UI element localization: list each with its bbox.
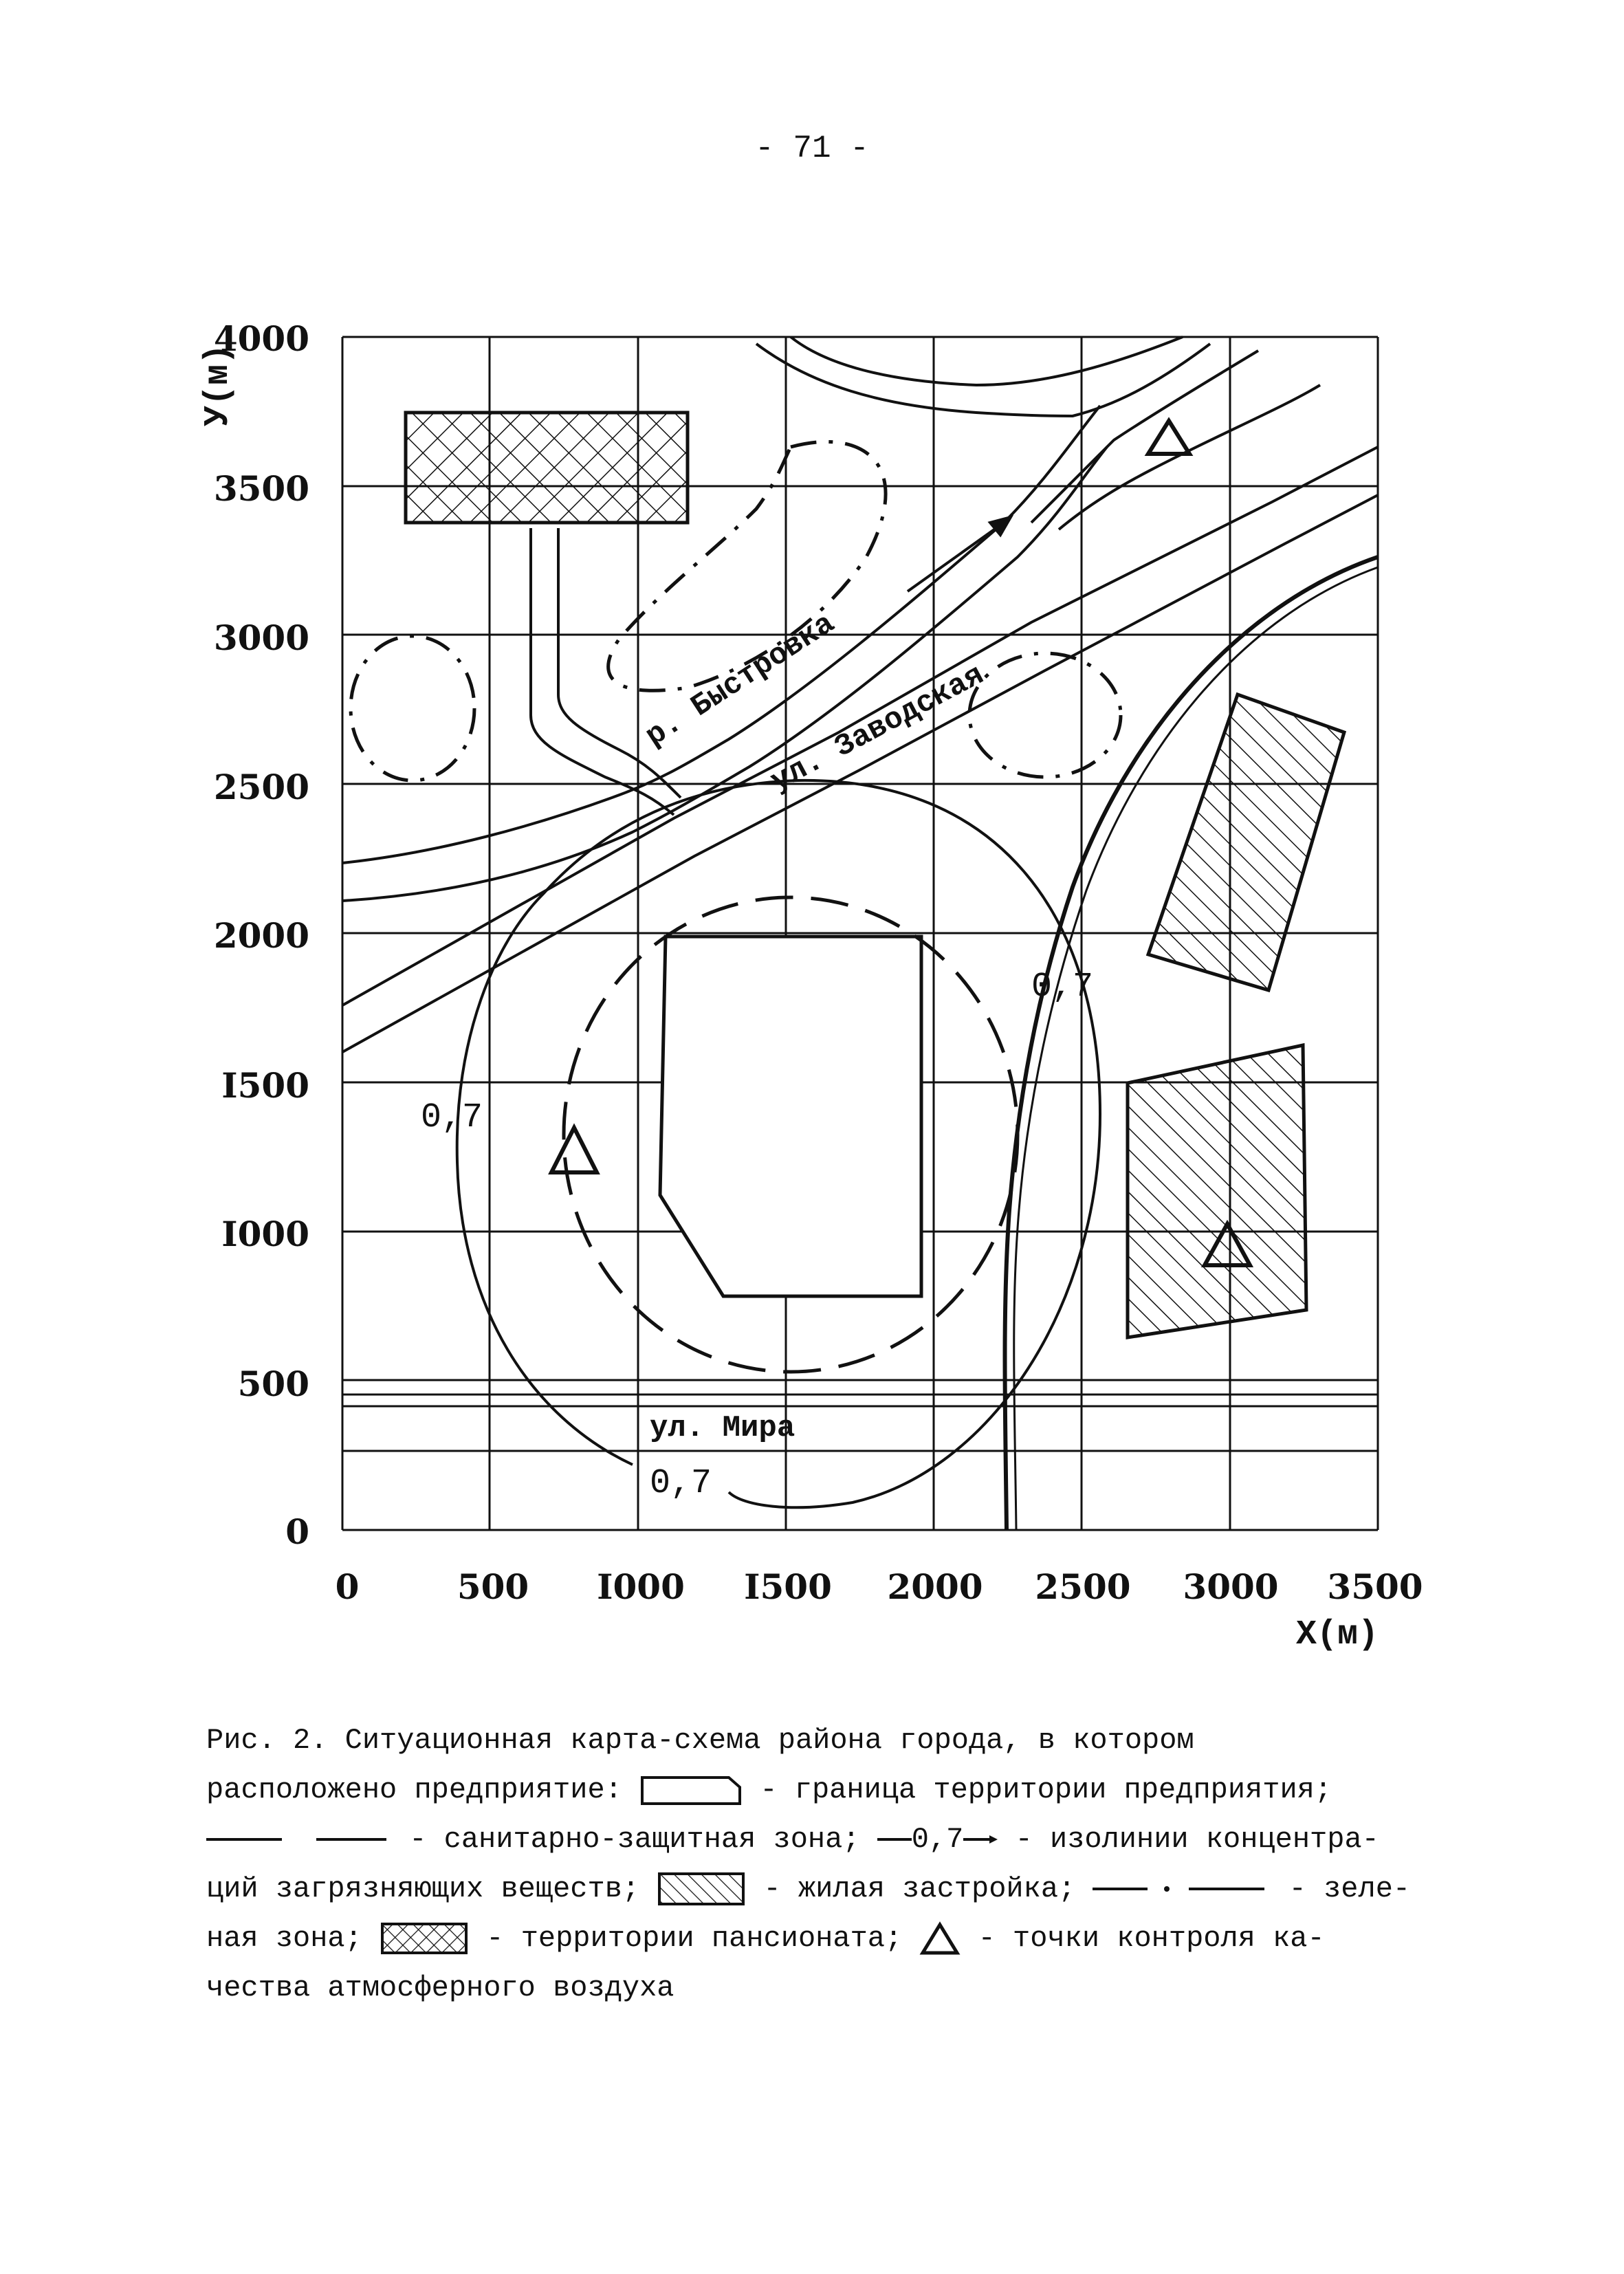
x-tick: 2500	[1035, 1566, 1131, 1607]
y-axis-ticks	[214, 318, 309, 1552]
enterprise-boundary	[660, 937, 921, 1296]
y-tick: 2000	[213, 915, 309, 956]
river-flow-arrow-icon	[908, 517, 1011, 591]
y-tick: 2500	[213, 767, 309, 807]
y-tick: I500	[221, 1065, 309, 1106]
railway-line	[1005, 557, 1379, 1530]
caption-line: чества атмосферного воздуха	[206, 1971, 674, 2004]
y-tick: I000	[221, 1214, 309, 1254]
residential-legend-icon	[657, 1871, 746, 1907]
page-number: - 71 -	[755, 131, 869, 166]
caption-text: - жилая застройка;	[763, 1872, 1076, 1905]
caption-line	[206, 1864, 1485, 1914]
caption-text: ций загрязняющих веществ;	[206, 1872, 640, 1905]
x-tick: 0	[335, 1566, 360, 1607]
x-tick: I500	[744, 1566, 832, 1607]
isoline-label: 0,7	[650, 1464, 712, 1503]
isoline-label: 0,7	[421, 1098, 483, 1137]
pansionat-territory	[406, 413, 688, 523]
caption-text: - изолинии концентра-	[1015, 1823, 1379, 1856]
isoline-label: 0,7	[1031, 967, 1094, 1007]
y-tick: 3500	[213, 468, 309, 509]
caption-text: ная зона;	[206, 1922, 362, 1955]
caption-text: расположено предприятие:	[206, 1773, 622, 1806]
enterprise-boundary-legend-icon	[639, 1773, 743, 1806]
isoline-legend-line-icon	[877, 1833, 912, 1846]
y-axis-title: У(м)	[199, 343, 238, 427]
x-tick: 2000	[887, 1566, 983, 1607]
control-point-legend-icon	[919, 1921, 961, 1956]
street-zavodskaya-label: ул. Заводская	[765, 658, 990, 800]
x-axis-ticks	[336, 1566, 1423, 1607]
y-tick: 4000	[213, 318, 309, 359]
y-tick: 3000	[213, 617, 309, 658]
caption-text: - точки контроля ка-	[978, 1922, 1325, 1955]
river-label: р. Быстровка	[639, 606, 842, 754]
y-tick: 0	[285, 1511, 309, 1552]
isoline-legend-arrow-icon	[963, 1833, 998, 1846]
street-mira-road	[342, 1395, 1378, 1451]
caption-text: - граница территории предприятия;	[760, 1773, 1332, 1806]
caption-line	[206, 1914, 1485, 1963]
figure-caption	[206, 1716, 1485, 2013]
caption-line	[206, 1765, 1485, 1815]
street-mira-label: ул. Мира	[650, 1411, 795, 1445]
x-tick: 500	[457, 1566, 529, 1607]
pansionat-legend-icon	[380, 1921, 469, 1956]
x-tick: 3000	[1183, 1566, 1279, 1607]
x-tick: I000	[597, 1566, 685, 1607]
caption-isoline-value: 0,7	[911, 1823, 964, 1856]
caption-text: - территории пансионата;	[486, 1922, 903, 1955]
x-axis-title: Х(м)	[1295, 1615, 1379, 1654]
x-tick: 3500	[1327, 1566, 1423, 1607]
y-tick: 500	[237, 1364, 309, 1404]
green-zone-legend-icon	[1093, 1882, 1271, 1896]
sanitary-zone-legend-icon	[206, 1833, 392, 1846]
canal	[531, 528, 681, 815]
caption-line	[206, 1815, 1485, 1864]
caption-text: - санитарно-защитная зона;	[409, 1823, 877, 1856]
caption-line: Рис. 2. Ситуационная карта-схема района города, в котором	[206, 1724, 1194, 1757]
caption-text: - зеле-	[1288, 1872, 1411, 1905]
